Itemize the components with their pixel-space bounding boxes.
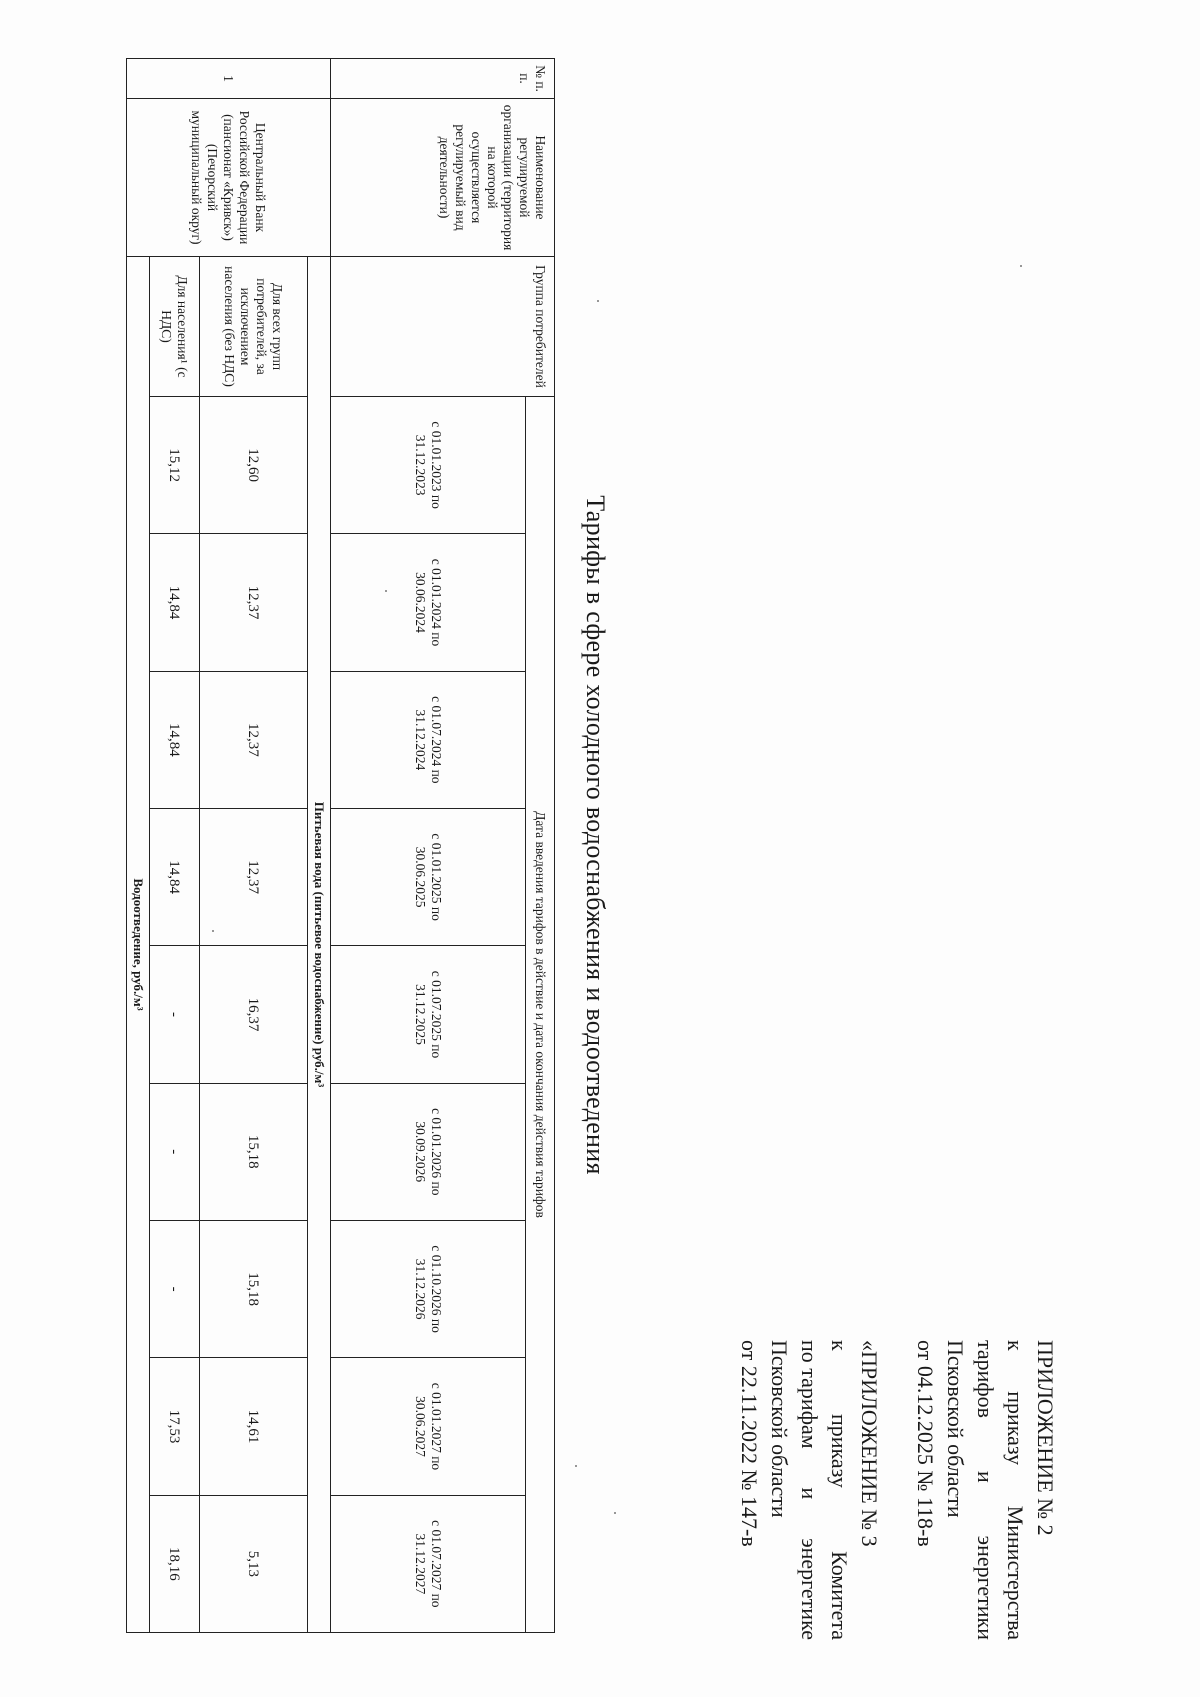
- appendix-old-region: Псковской области: [767, 1340, 792, 1518]
- basis-word: приказу: [1003, 1391, 1028, 1466]
- appendix-new-date: от 04.12.2025 № 118-в: [913, 1340, 938, 1547]
- tariff-table: [126, 58, 555, 1633]
- appendix-new-region: Псковской области: [943, 1340, 968, 1518]
- organization-name: Центральный Банк Российской Федерации (пансионат «Кривск») (Печорский муниципальный округ): [127, 99, 331, 257]
- col-header-number: № п. п.: [331, 59, 555, 99]
- tariff-value: 17,53: [150, 1358, 200, 1495]
- appendix-old-basis: [824, 1340, 854, 1640]
- table-row: [150, 59, 200, 1633]
- table-header-row: [526, 59, 555, 1633]
- appendix-new-title: ПРИЛОЖЕНИЕ № 2: [1033, 1340, 1058, 1536]
- period-cell: с 01.01.2027 по 30.06.2027: [331, 1358, 526, 1495]
- section-water-row: [308, 59, 331, 1633]
- tariff-value: 14,84: [150, 808, 200, 945]
- basis-word: энергетики: [973, 1535, 998, 1640]
- tariff-value: -: [150, 946, 200, 1083]
- basis-word: энергетике: [797, 1538, 822, 1640]
- tariff-value: 14,84: [150, 534, 200, 671]
- tariff-value: 12,60: [200, 397, 308, 534]
- basis-word: к: [827, 1340, 852, 1351]
- period-cell: с 01.07.2025 по 31.12.2025: [331, 946, 526, 1083]
- appendix-header: [734, 1340, 1060, 1640]
- tariff-value: 12,37: [200, 808, 308, 945]
- col-header-consumer-group: Группа потребителей: [331, 257, 555, 397]
- basis-word: тарифов: [973, 1340, 998, 1419]
- row-number: 1: [127, 59, 331, 99]
- tariff-value: 15,12: [150, 397, 200, 534]
- consumer-group-population: Для населения¹ (с НДС): [150, 257, 200, 397]
- tariff-value: 15,18: [200, 1083, 308, 1220]
- tariff-value: 16,37: [200, 946, 308, 1083]
- tariff-value: -: [150, 1083, 200, 1220]
- tariff-value: 15,18: [200, 1220, 308, 1357]
- basis-word: к: [1003, 1340, 1028, 1351]
- appendix-old-date: от 22.11.2022 № 147-в: [737, 1340, 762, 1547]
- appendix-old-basis-2: [794, 1340, 824, 1640]
- period-cell: с 01.01.2025 по 30.06.2025: [331, 808, 526, 945]
- rotated-page-content: [40, 30, 1080, 1640]
- tariff-value: 5,13: [200, 1495, 308, 1632]
- col-header-organization: Наименование регулируемой организации (территория на которой осуществляется регулируемый вид деятельности): [331, 99, 555, 257]
- section-title-sewer: Водоотведение, руб./м³: [127, 257, 150, 1633]
- period-cell: с 01.07.2024 по 31.12.2024: [331, 671, 526, 808]
- basis-word: и: [973, 1470, 998, 1483]
- basis-word: Министерства: [1003, 1505, 1028, 1640]
- appendix-new-basis: [1000, 1340, 1030, 1640]
- tariff-value: 12,37: [200, 534, 308, 671]
- col-header-dates: Дата введения тарифов в действие и дата окончания действия тарифов: [526, 397, 555, 1633]
- appendix-old-title: «ПРИЛОЖЕНИЕ № 3: [857, 1340, 882, 1547]
- document-title: Тарифы в сфере холодного водоснабжения и водоотведения: [581, 495, 610, 1175]
- period-cell: с 01.01.2026 по 30.09.2026: [331, 1083, 526, 1220]
- period-cell: с 01.01.2023 по 31.12.2023: [331, 397, 526, 534]
- section-sewer-row: [127, 59, 150, 1633]
- period-cell: с 01.10.2026 по 31.12.2026: [331, 1220, 526, 1357]
- tariff-value: 14,84: [150, 671, 200, 808]
- basis-word: Комитета: [827, 1551, 852, 1640]
- basis-word: приказу: [827, 1413, 852, 1488]
- tariff-value: 12,37: [200, 671, 308, 808]
- period-cell: с 01.01.2024 по 30.06.2024: [331, 534, 526, 671]
- tariff-value: 18,16: [150, 1495, 200, 1632]
- tariff-value: -: [150, 1220, 200, 1357]
- section-title-water: Питьевая вода (питьевое водоснабжение) руб./м³: [308, 257, 331, 1633]
- basis-word: по тарифам: [797, 1340, 822, 1449]
- basis-word: и: [797, 1487, 822, 1500]
- consumer-group-all: Для всех групп потребителей, за исключением населения (без НДС): [200, 257, 308, 397]
- table-row: [200, 59, 308, 1633]
- tariff-value: 14,61: [200, 1358, 308, 1495]
- period-cell: с 01.07.2027 по 31.12.2027: [331, 1495, 526, 1632]
- appendix-new-basis-2: [970, 1340, 1000, 1640]
